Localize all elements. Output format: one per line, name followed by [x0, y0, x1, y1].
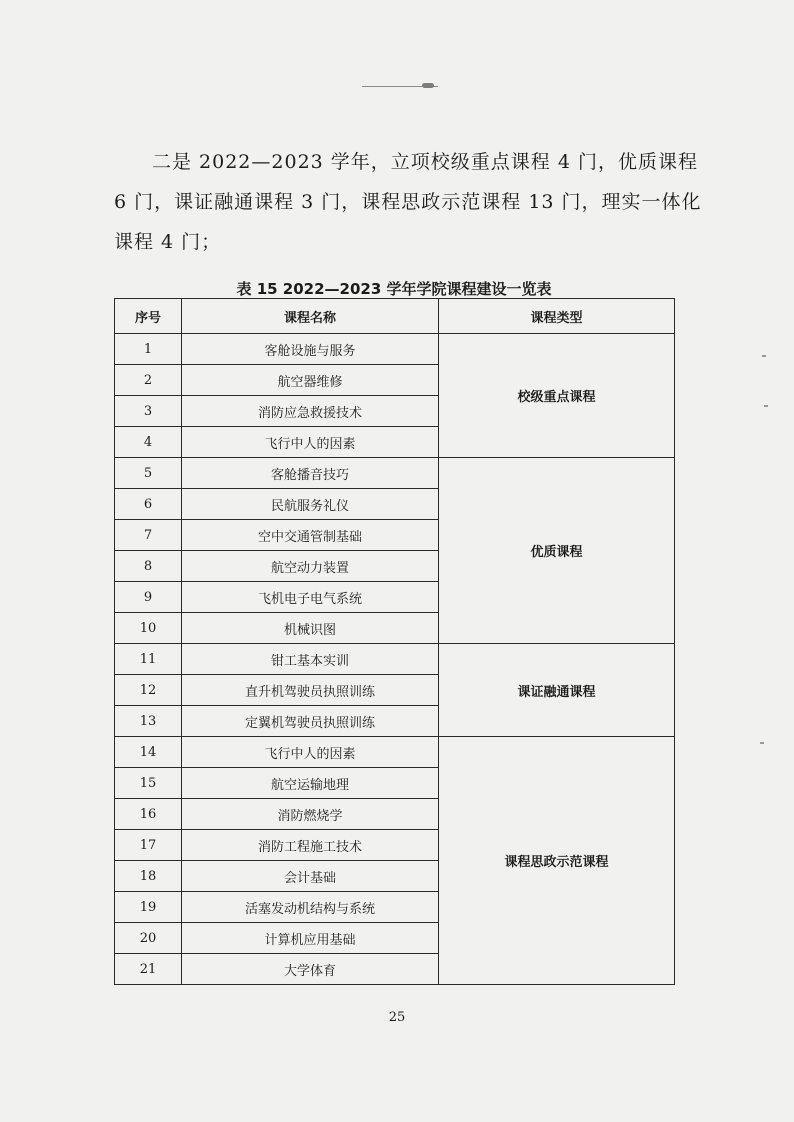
- row-number: 6: [115, 489, 182, 520]
- row-number: 16: [115, 799, 182, 830]
- row-number: 20: [115, 923, 182, 954]
- header-course-type: 课程类型: [439, 299, 675, 334]
- row-number: 11: [115, 644, 182, 675]
- table-row: [115, 458, 675, 489]
- course-name: 钳工基本实训: [182, 644, 439, 675]
- course-name: 航空动力装置: [182, 551, 439, 582]
- category-quality-course: 优质课程: [439, 458, 675, 644]
- course-table: [114, 298, 675, 985]
- row-number: 21: [115, 954, 182, 985]
- page-number: 25: [388, 1010, 406, 1025]
- course-name: 消防工程施工技术: [182, 830, 439, 861]
- category-certificate-course: 课证融通课程: [439, 644, 675, 737]
- course-name: 客舱设施与服务: [182, 334, 439, 365]
- scan-speck: [764, 405, 768, 407]
- course-name: 大学体育: [182, 954, 439, 985]
- row-number: 3: [115, 396, 182, 427]
- row-number: 18: [115, 861, 182, 892]
- table-header-row: [115, 299, 675, 334]
- course-name: 消防应急救援技术: [182, 396, 439, 427]
- scan-speck: [762, 355, 766, 357]
- row-number: 8: [115, 551, 182, 582]
- table-caption: 表 15 2022—2023 学年学院课程建设一览表: [236, 280, 552, 298]
- course-name: 空中交通管制基础: [182, 520, 439, 551]
- row-number: 19: [115, 892, 182, 923]
- course-name: 飞机电子电气系统: [182, 582, 439, 613]
- course-name: 飞行中人的因素: [182, 427, 439, 458]
- course-name: 消防燃烧学: [182, 799, 439, 830]
- row-number: 9: [115, 582, 182, 613]
- row-number: 4: [115, 427, 182, 458]
- row-number: 15: [115, 768, 182, 799]
- row-number: 1: [115, 334, 182, 365]
- row-number: 13: [115, 706, 182, 737]
- row-number: 12: [115, 675, 182, 706]
- row-number: 7: [115, 520, 182, 551]
- course-name: 航空器维修: [182, 365, 439, 396]
- course-name: 直升机驾驶员执照训练: [182, 675, 439, 706]
- row-number: 10: [115, 613, 182, 644]
- table-row: [115, 737, 675, 768]
- row-number: 14: [115, 737, 182, 768]
- course-name: 活塞发动机结构与系统: [182, 892, 439, 923]
- category-ideology-course: 课程思政示范课程: [439, 737, 675, 985]
- body-paragraph: 二是 2022—2023 学年，立项校级重点课程 4 门，优质课程 6 门，课证融通课程 3 门，课程思政示范课程 13 门，理实一体化课程 4 门；: [114, 151, 706, 253]
- row-number: 17: [115, 830, 182, 861]
- row-number: 5: [115, 458, 182, 489]
- course-name: 民航服务礼仪: [182, 489, 439, 520]
- course-name: 机械识图: [182, 613, 439, 644]
- course-name: 客舱播音技巧: [182, 458, 439, 489]
- header-course-name: 课程名称: [182, 299, 439, 334]
- course-name: 计算机应用基础: [182, 923, 439, 954]
- course-name: 飞行中人的因素: [182, 737, 439, 768]
- table-row: [115, 334, 675, 365]
- course-name: 航空运输地理: [182, 768, 439, 799]
- header-mark: [362, 86, 438, 91]
- table-row: [115, 644, 675, 675]
- course-name: 会计基础: [182, 861, 439, 892]
- course-name: 定翼机驾驶员执照训练: [182, 706, 439, 737]
- scan-speck: [760, 742, 764, 744]
- header-serial: 序号: [115, 299, 182, 334]
- category-key-course: 校级重点课程: [439, 334, 675, 458]
- row-number: 2: [115, 365, 182, 396]
